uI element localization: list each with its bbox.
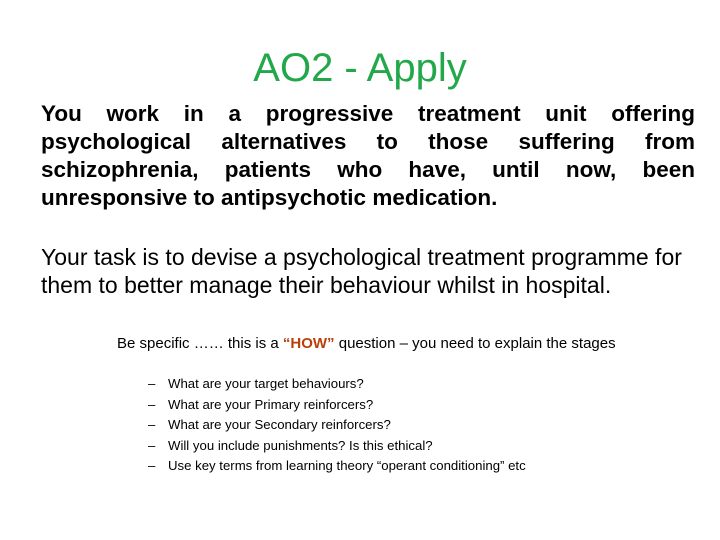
list-item — [148, 415, 668, 436]
dash-marker: – — [148, 417, 156, 432]
scenario-paragraph: You work in a progressive treatment unit offering psychological alternatives to those suffering from schizophrenia, patients who have, until now, been unresponsive to antipsychotic medication. — [41, 101, 695, 210]
instruction-text-before: Be specific …… this is a — [117, 335, 283, 352]
question-list — [148, 374, 668, 477]
instruction-text-after: question – you need to explain the stages — [334, 335, 616, 352]
list-item — [148, 456, 668, 477]
list-item-text: Use key terms from learning theory “operant conditioning” etc — [168, 458, 526, 473]
list-item-text: What are your Primary reinforcers? — [168, 396, 374, 412]
task-paragraph: Your task is to devise a psychological treatment programme for them to better manage their behaviour whilst in hospital. — [41, 244, 682, 298]
list-item-text: What are your Secondary reinforcers? — [168, 417, 391, 432]
list-item — [148, 374, 668, 395]
dash-marker: – — [148, 458, 156, 473]
dash-marker: – — [148, 376, 156, 391]
list-item-text: Will you include punishments? Is this ethical? — [168, 437, 433, 453]
list-item-text: What are your target behaviours? — [168, 376, 364, 391]
dash-marker: – — [148, 396, 156, 412]
instruction-paragraph — [117, 334, 677, 353]
dash-marker: – — [148, 437, 156, 453]
list-item — [148, 395, 668, 416]
slide-title: AO2 - Apply — [253, 46, 467, 90]
list-item — [148, 436, 668, 457]
how-highlight: “HOW” — [282, 335, 335, 352]
